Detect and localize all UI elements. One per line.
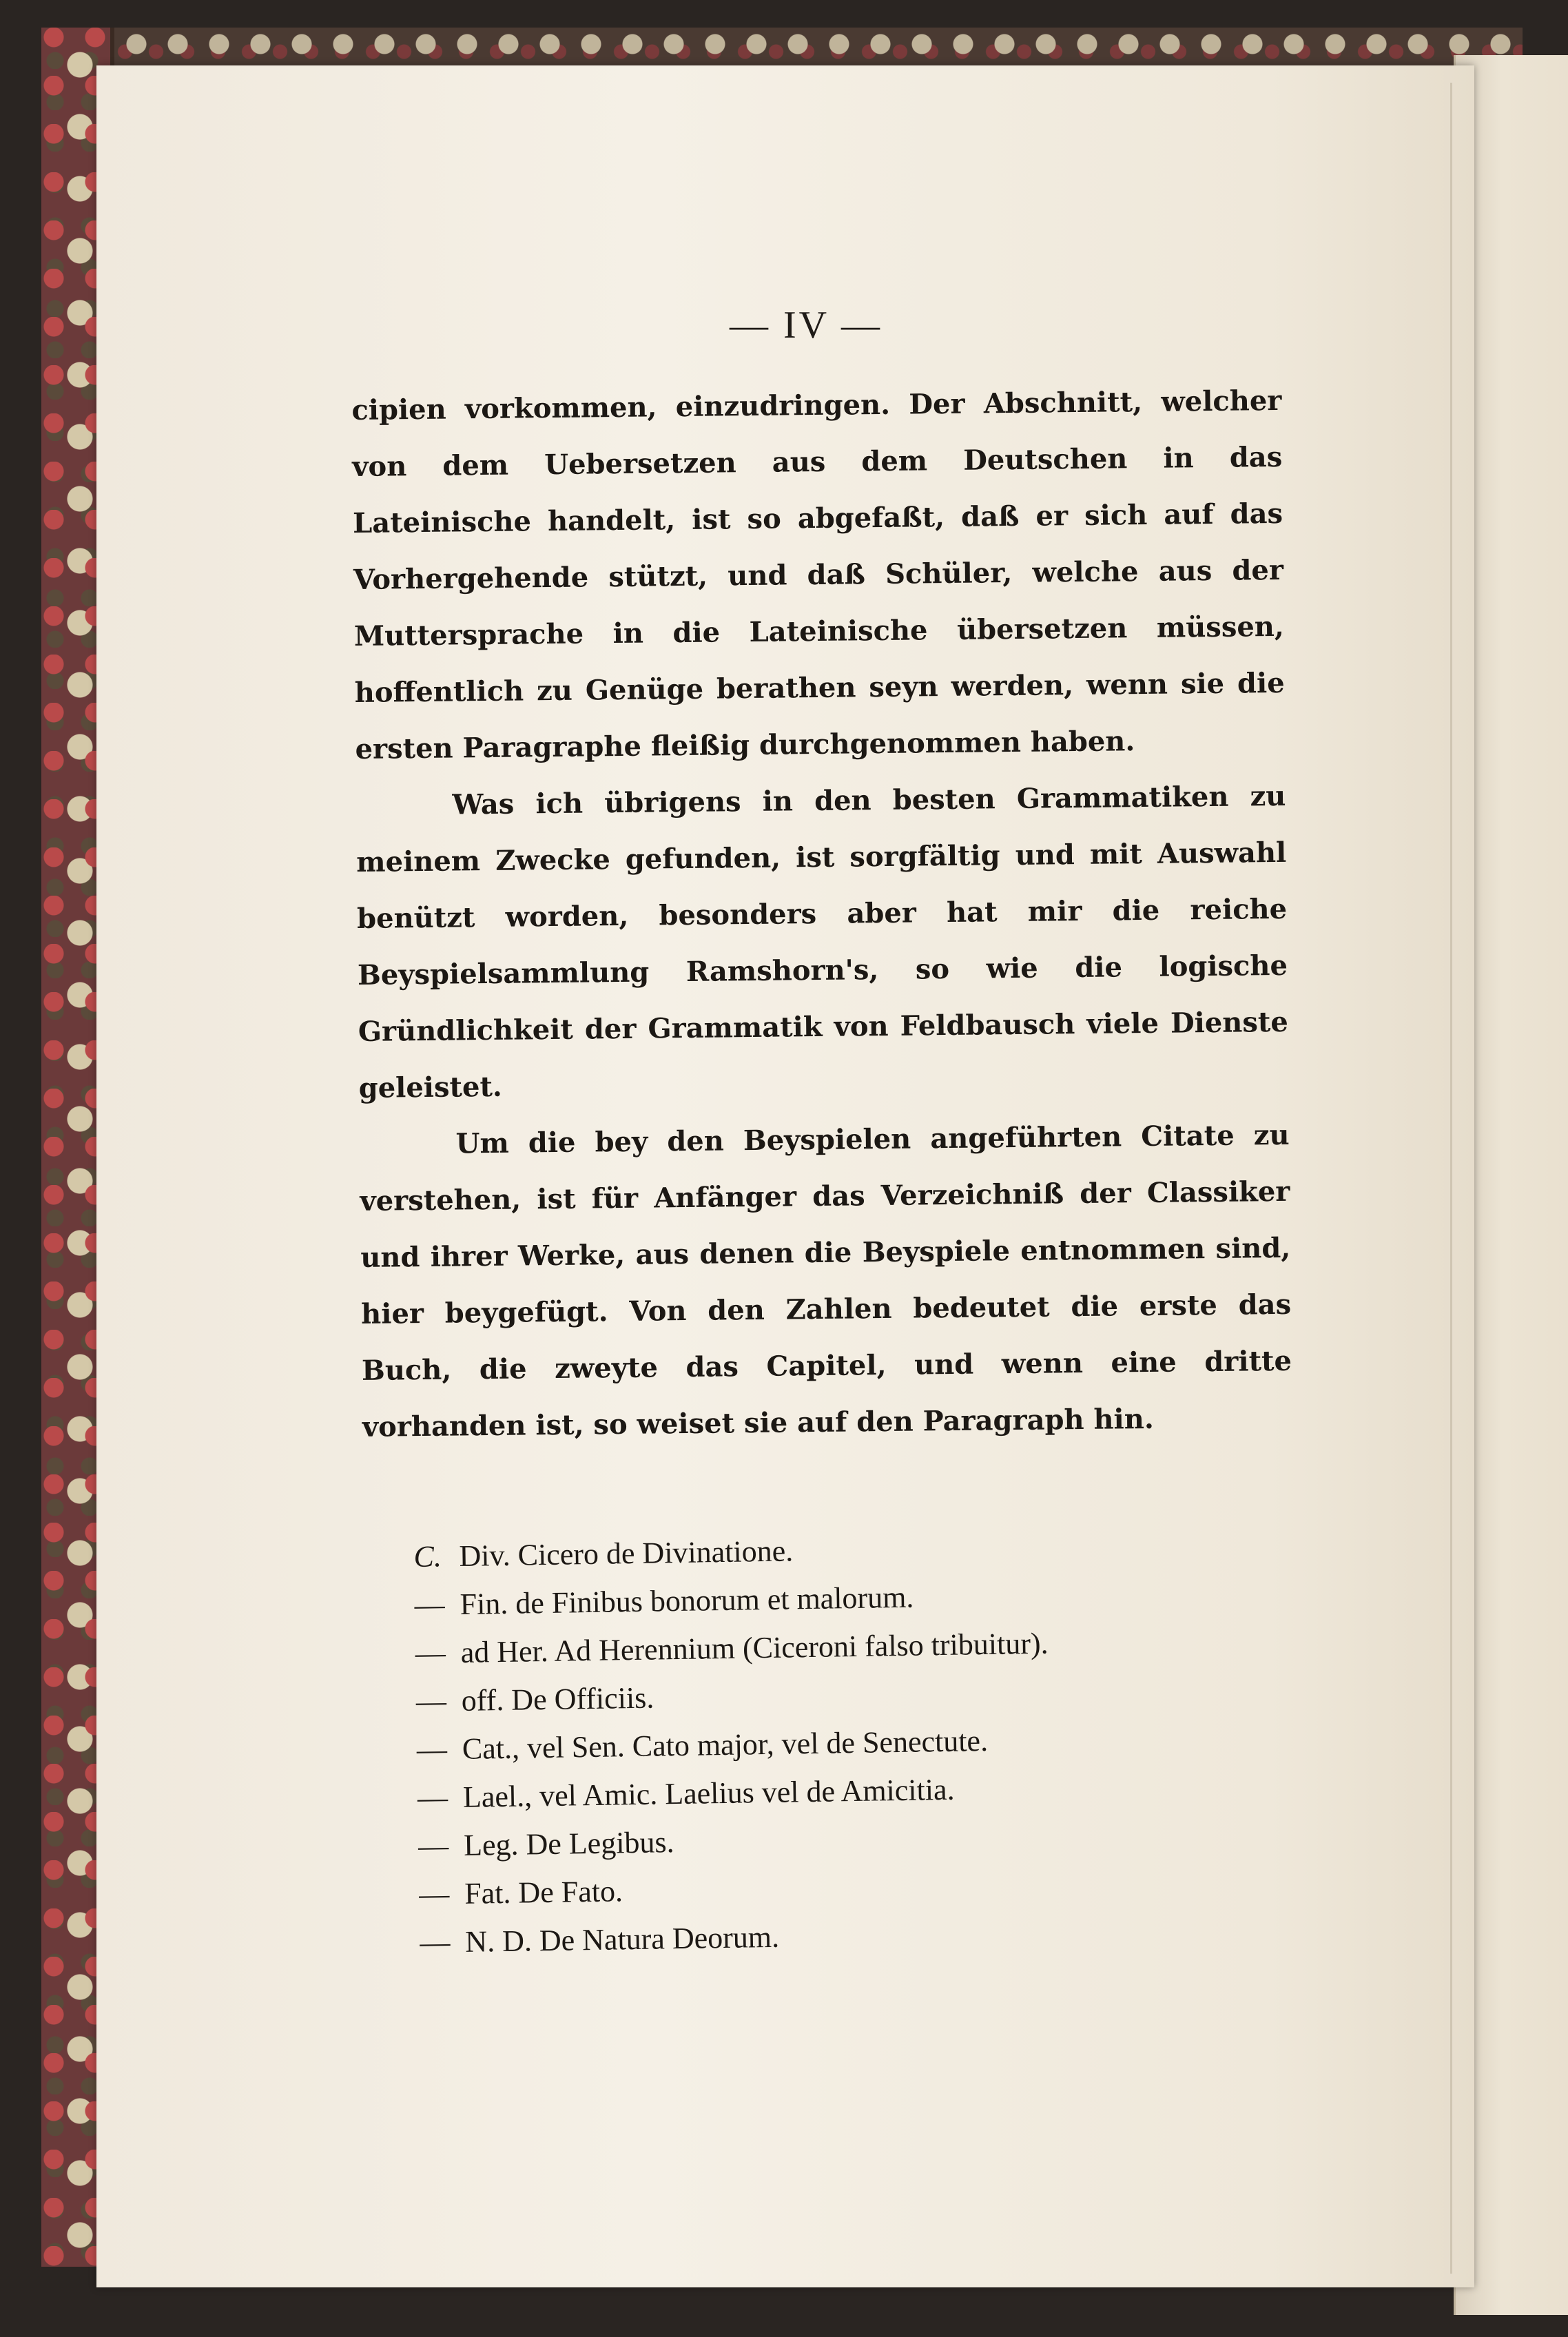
paragraph-3: Um die bey den Beyspielen angeführten Citate zu verstehen, ist für Anfänger das Verzeichniß der Classiker und ihrer Werke, aus denen die Beyspiele entnommen sind, hier beygefügt. Von den Zahlen bedeutet die erste das Buch, die zweyte das Capitel, und wenn eine dritte vorhanden ist, so weiset sie auf den Paragraph hin. xyxy=(360,1118,1292,1443)
page-number: — IV — xyxy=(729,304,883,347)
abbreviation-text: Cat., vel Sen. Cato major, vel de Senectute. xyxy=(462,1723,989,1766)
abbreviation-text: Div. Cicero de Divinatione. xyxy=(459,1534,794,1573)
abbreviation-head: — xyxy=(416,1732,448,1767)
abbreviation-text: N. D. De Natura Deorum. xyxy=(464,1919,780,1959)
abbreviation-text: Leg. De Legibus. xyxy=(463,1825,674,1862)
abbreviation-head: — xyxy=(419,1925,451,1959)
paragraph-2: Was ich übrigens in den besten Grammatiken zu meinem Zwecke gefunden, ist sorgfältig und mit Auswahl benützt worden, besonders aber hat mir die reiche Beyspielsammlung Ramshorn's, so wie die logische Gründlichkeit der Grammatik von Feldbausch viele Dienste geleistet. xyxy=(356,779,1289,1104)
abbreviation-text: off. De Officiis. xyxy=(461,1680,654,1718)
page-gutter xyxy=(1450,83,1452,2274)
abbreviation-text: Lael., vel Amic. Laelius vel de Amicitia. xyxy=(462,1772,955,1814)
abbreviation-head: — xyxy=(415,1684,447,1718)
body-text xyxy=(351,373,1292,1456)
abbreviation-head: — xyxy=(414,1587,446,1622)
abbreviation-text: ad Her. Ad Herennium (Ciceroni falso tribuitur). xyxy=(460,1626,1049,1669)
abbreviation-head: — xyxy=(417,1780,448,1815)
abbreviation-head: — xyxy=(415,1636,446,1670)
abbreviation-text: Fin. de Finibus bonorum et malorum. xyxy=(460,1580,914,1621)
abbreviation-list xyxy=(413,1519,1316,1967)
abbreviation-head: C. xyxy=(413,1539,442,1574)
abbreviation-head: — xyxy=(417,1829,449,1863)
abbreviation-head: — xyxy=(418,1877,450,1911)
paragraph-1: cipien vorkommen, einzudringen. Der Abschnitt, welcher von dem Uebersetzen aus dem Deutschen in das Lateinische handelt, ist so abgefaßt, daß er sich auf das Vorhergehende stützt, und daß Schüler, welche aus der Muttersprache in die Lateinische übersetzen müssen, hoffentlich zu Genüge berathen seyn werden, wenn sie die ersten Paragraphe fleißig durchgenommen haben. xyxy=(351,384,1285,765)
abbreviation-text: Fat. De Fato. xyxy=(464,1874,623,1911)
